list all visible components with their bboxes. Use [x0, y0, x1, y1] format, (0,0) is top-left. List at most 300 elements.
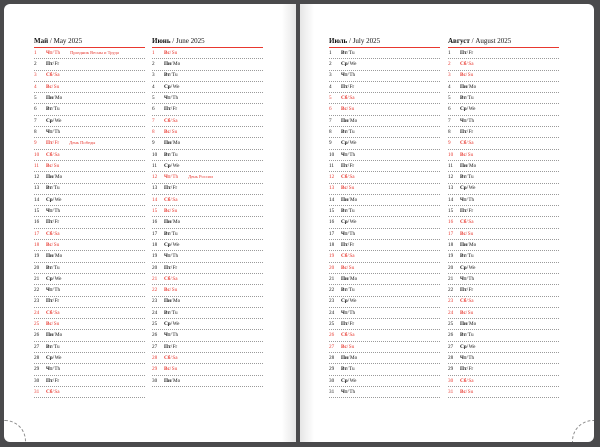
weekday-separator: / — [170, 343, 173, 350]
day-number: 26 — [34, 332, 40, 339]
weekday-separator: / — [347, 377, 350, 384]
day-number: 2 — [329, 61, 332, 68]
weekday-en: Th — [54, 49, 61, 56]
day-number: 30 — [329, 377, 335, 384]
weekday-ru: Чт — [341, 309, 348, 316]
day-row — [152, 82, 263, 93]
weekday-ru: Вт — [460, 174, 467, 181]
weekday-ru: Вс — [341, 264, 347, 271]
weekday-ru: Пн — [341, 275, 349, 282]
right-page — [300, 4, 594, 442]
day-row — [448, 104, 559, 115]
weekday-en: Su — [348, 106, 355, 113]
day-list — [152, 48, 263, 387]
weekday-separator: / — [52, 49, 54, 56]
weekday-separator: / — [169, 128, 172, 135]
day-number: 6 — [329, 106, 332, 113]
weekday-en: We — [349, 377, 357, 384]
day-row — [34, 104, 145, 115]
weekday-separator: / — [171, 140, 173, 147]
day-row — [34, 138, 145, 149]
weekday-separator: / — [347, 298, 350, 305]
day-row — [448, 93, 559, 104]
weekday-ru: Чт — [46, 128, 53, 135]
weekday-ru: Чт — [341, 230, 348, 237]
weekday-ru: Сб — [460, 140, 467, 147]
day-number: 28 — [329, 354, 335, 361]
weekday-en: Fr — [54, 140, 60, 147]
day-row — [448, 274, 559, 285]
day-number: 31 — [448, 388, 454, 395]
day-number: 7 — [329, 117, 332, 124]
day-number: 25 — [329, 321, 335, 328]
day-row — [448, 116, 559, 127]
weekday-separator: / — [347, 162, 350, 169]
month-august — [448, 36, 559, 398]
day-number: 8 — [329, 128, 332, 135]
day-row — [448, 251, 559, 262]
weekday-ru: Вт — [164, 151, 171, 158]
day-number: 11 — [152, 162, 157, 169]
weekday-en: Fr — [349, 83, 355, 90]
weekday-en: Sa — [172, 196, 178, 203]
weekday-ru: Ср — [341, 219, 348, 226]
day-number: 24 — [152, 309, 158, 316]
day-row — [329, 195, 440, 206]
weekday-separator: / — [170, 230, 172, 237]
weekday-en: Tu — [171, 309, 178, 316]
weekday-ru: Вс — [46, 241, 52, 248]
weekday-en: Sa — [349, 95, 355, 102]
day-number: 22 — [152, 287, 158, 294]
day-row — [448, 240, 559, 251]
weekday-en: Su — [171, 208, 178, 215]
weekday-separator: / — [348, 117, 350, 124]
weekday-ru: Чт — [46, 287, 53, 294]
weekday-en: Tu — [53, 185, 60, 192]
weekday-en: Fr — [468, 287, 474, 294]
weekday-separator: / — [347, 61, 350, 68]
month-name-ru: Август — [448, 37, 470, 45]
day-number: 10 — [329, 151, 335, 158]
day-row — [34, 387, 145, 398]
day-row — [448, 161, 559, 172]
day-row — [152, 274, 263, 285]
day-row — [34, 251, 145, 262]
day-number: 1 — [448, 49, 451, 56]
weekday-ru: Вт — [341, 287, 348, 294]
weekday-ru: Пт — [46, 377, 53, 384]
weekday-ru: Вс — [341, 185, 347, 192]
day-row — [329, 48, 440, 59]
day-row — [329, 240, 440, 251]
weekday-separator: / — [170, 321, 173, 328]
weekday-ru: Ср — [164, 83, 171, 90]
day-row — [34, 342, 145, 353]
weekday-separator: / — [466, 343, 469, 350]
weekday-en: We — [172, 321, 180, 328]
day-number: 23 — [329, 298, 335, 305]
weekday-separator: / — [170, 95, 172, 102]
weekday-separator: / — [170, 174, 172, 181]
weekday-ru: Пн — [460, 241, 468, 248]
day-number: 10 — [448, 151, 454, 158]
day-row — [329, 82, 440, 93]
weekday-ru: Вс — [460, 309, 466, 316]
weekday-ru: Пт — [460, 366, 467, 373]
day-number: 15 — [329, 208, 335, 215]
weekday-en: Fr — [468, 208, 474, 215]
weekday-separator: / — [466, 185, 469, 192]
day-row — [34, 376, 145, 387]
weekday-en: Sa — [468, 219, 474, 226]
day-number: 15 — [152, 208, 158, 215]
weekday-en: Su — [53, 241, 60, 248]
day-number: 18 — [34, 241, 40, 248]
weekday-ru: Вт — [46, 264, 53, 271]
month-name-ru: Май — [34, 37, 49, 45]
weekday-separator: / — [347, 253, 349, 260]
holiday-label: День России — [188, 174, 213, 180]
weekday-en: Fr — [54, 219, 60, 226]
day-row — [329, 59, 440, 70]
weekday-en: Su — [171, 128, 178, 135]
weekday-separator: / — [347, 332, 349, 339]
weekday-en: Th — [172, 174, 179, 181]
day-number: 2 — [34, 61, 37, 68]
day-number: 12 — [34, 174, 40, 181]
weekday-en: Su — [467, 151, 474, 158]
weekday-separator: / — [170, 185, 173, 192]
weekday-separator: / — [347, 287, 349, 294]
weekday-en: Th — [468, 196, 475, 203]
month-may — [34, 36, 145, 398]
day-row — [448, 150, 559, 161]
day-row — [329, 342, 440, 353]
day-row — [448, 206, 559, 217]
day-number: 30 — [34, 377, 40, 384]
day-number: 25 — [152, 321, 158, 328]
weekday-separator: / — [466, 332, 468, 339]
weekday-separator: / — [466, 49, 469, 56]
weekday-ru: Ср — [46, 117, 53, 124]
day-row — [329, 285, 440, 296]
day-number: 26 — [448, 332, 454, 339]
day-number: 18 — [152, 241, 158, 248]
day-row — [34, 263, 145, 274]
weekday-separator: / — [51, 162, 54, 169]
weekday-separator: / — [347, 140, 350, 147]
day-row — [34, 184, 145, 195]
spine-shadow — [300, 4, 314, 442]
weekday-en: Tu — [348, 128, 355, 135]
weekday-en: Fr — [54, 298, 60, 305]
weekday-en: Tu — [348, 49, 355, 56]
weekday-en: Tu — [348, 287, 355, 294]
weekday-ru: Пн — [164, 61, 172, 68]
day-number: 6 — [34, 106, 37, 113]
weekday-en: Su — [53, 321, 60, 328]
weekday-separator: / — [52, 309, 54, 316]
weekday-ru: Пт — [46, 61, 53, 68]
weekday-en: Mo — [54, 253, 63, 260]
day-number: 30 — [152, 377, 158, 384]
day-number: 4 — [329, 83, 332, 90]
weekday-ru: Вт — [164, 230, 171, 237]
day-row — [34, 71, 145, 82]
month-july — [329, 36, 440, 398]
weekday-ru: Вс — [164, 366, 170, 373]
weekday-en: Tu — [467, 174, 474, 181]
weekday-separator: / — [169, 287, 172, 294]
weekday-ru: Ср — [341, 140, 348, 147]
weekday-separator: / — [52, 208, 54, 215]
weekday-en: Tu — [171, 72, 178, 79]
weekday-ru: Сб — [46, 309, 53, 316]
weekday-separator: / — [169, 208, 172, 215]
weekday-ru: Пт — [46, 298, 53, 305]
day-row — [448, 353, 559, 364]
weekday-ru: Чт — [46, 366, 53, 373]
day-number: 6 — [448, 106, 451, 113]
day-number: 1 — [152, 49, 155, 56]
weekday-ru: Ср — [46, 196, 53, 203]
weekday-en: Tu — [467, 95, 474, 102]
weekday-en: Fr — [468, 128, 474, 135]
weekday-separator: / — [52, 185, 54, 192]
day-number: 12 — [152, 174, 158, 181]
weekday-en: Mo — [349, 196, 358, 203]
weekday-en: Th — [54, 366, 61, 373]
weekday-en: Sa — [349, 253, 355, 260]
day-row — [329, 184, 440, 195]
day-row — [448, 297, 559, 308]
weekday-separator: / — [170, 151, 172, 158]
day-number: 25 — [34, 321, 40, 328]
weekday-ru: Пн — [341, 117, 349, 124]
day-number: 13 — [152, 185, 158, 192]
weekday-en: Su — [467, 309, 474, 316]
weekday-separator: / — [347, 321, 350, 328]
day-row — [329, 93, 440, 104]
day-row — [329, 206, 440, 217]
weekday-ru: Сб — [460, 61, 467, 68]
weekday-separator: / — [466, 298, 468, 305]
weekday-separator: / — [347, 241, 350, 248]
day-row — [34, 330, 145, 341]
weekday-ru: Вс — [460, 151, 466, 158]
day-number: 5 — [448, 95, 451, 102]
weekday-ru: Сб — [341, 174, 348, 181]
day-number: 3 — [34, 72, 37, 79]
month-name-en: June 2025 — [175, 37, 205, 45]
weekday-en: Sa — [468, 298, 474, 305]
day-number: 15 — [448, 208, 454, 215]
day-number: 24 — [329, 309, 335, 316]
weekday-separator: / — [170, 253, 172, 260]
day-row — [34, 82, 145, 93]
weekday-separator: / — [170, 264, 173, 271]
weekday-separator: / — [466, 117, 468, 124]
weekday-en: Su — [467, 230, 474, 237]
weekday-separator: / — [346, 264, 349, 271]
weekday-ru: Вс — [341, 106, 347, 113]
weekday-ru: Пн — [46, 174, 54, 181]
weekday-separator: / — [348, 354, 350, 361]
weekday-en: We — [172, 83, 180, 90]
day-row — [448, 217, 559, 228]
left-page — [4, 4, 296, 442]
weekday-separator: / — [51, 321, 54, 328]
day-row — [448, 127, 559, 138]
day-row — [448, 59, 559, 70]
day-number: 16 — [34, 219, 40, 226]
weekday-en: We — [349, 61, 357, 68]
day-number: 10 — [34, 151, 40, 158]
weekday-ru: Пн — [164, 219, 172, 226]
weekday-ru: Чт — [46, 49, 53, 56]
day-number: 30 — [448, 377, 454, 384]
weekday-separator: / — [466, 264, 469, 271]
weekday-ru: Пт — [341, 241, 348, 248]
day-row — [448, 285, 559, 296]
weekday-ru: Пн — [164, 298, 172, 305]
day-number: 27 — [448, 343, 454, 350]
weekday-en: Su — [171, 366, 178, 373]
weekday-ru: Пт — [164, 264, 171, 271]
weekday-ru: Вт — [341, 49, 348, 56]
weekday-ru: Вс — [46, 83, 52, 90]
day-row — [329, 172, 440, 183]
day-number: 28 — [152, 354, 158, 361]
day-number: 23 — [448, 298, 454, 305]
day-row — [329, 161, 440, 172]
weekday-ru: Пт — [460, 208, 467, 215]
day-row — [34, 240, 145, 251]
weekday-ru: Сб — [164, 354, 171, 361]
weekday-separator: / — [466, 253, 468, 260]
weekday-ru: Вс — [46, 162, 52, 169]
weekday-en: Fr — [172, 264, 178, 271]
weekday-en: Sa — [468, 377, 474, 384]
weekday-ru: Чт — [164, 253, 171, 260]
day-row — [34, 59, 145, 70]
weekday-ru: Чт — [460, 196, 467, 203]
weekday-en: Fr — [172, 343, 178, 350]
weekday-en: We — [468, 343, 476, 350]
day-number: 19 — [448, 253, 454, 260]
weekday-separator: / — [169, 366, 172, 373]
weekday-separator: / — [466, 208, 469, 215]
day-number: 20 — [152, 264, 158, 271]
weekday-en: Tu — [53, 343, 60, 350]
weekday-en: Mo — [172, 219, 181, 226]
weekday-separator: / — [346, 185, 349, 192]
day-row — [448, 364, 559, 375]
weekday-ru: Пт — [164, 185, 171, 192]
weekday-ru: Пн — [46, 332, 54, 339]
weekday-en: Sa — [349, 332, 355, 339]
weekday-separator: / — [467, 162, 469, 169]
day-row — [152, 93, 263, 104]
weekday-separator: / — [51, 241, 54, 248]
weekday-separator: / — [53, 174, 55, 181]
day-number: 5 — [34, 95, 37, 102]
weekday-separator: / — [52, 117, 55, 124]
corner-arc-decoration — [572, 420, 594, 442]
weekday-separator: / — [170, 83, 173, 90]
day-row — [448, 342, 559, 353]
weekday-ru: Пт — [460, 49, 467, 56]
day-row — [152, 319, 263, 330]
weekday-separator: / — [347, 366, 349, 373]
day-row — [34, 116, 145, 127]
weekday-ru: Ср — [341, 298, 348, 305]
weekday-ru: Вт — [46, 185, 53, 192]
day-row — [329, 104, 440, 115]
month-header: Июнь / June 2025 — [152, 36, 263, 48]
weekday-separator: / — [465, 388, 468, 395]
weekday-en: Su — [171, 49, 178, 56]
day-number: 11 — [448, 162, 453, 169]
weekday-ru: Чт — [341, 151, 348, 158]
day-row — [152, 71, 263, 82]
weekday-separator: / — [52, 128, 54, 135]
weekday-separator: / — [170, 354, 172, 361]
weekday-ru: Сб — [46, 388, 53, 395]
weekday-ru: Вс — [460, 72, 466, 79]
weekday-separator: / — [467, 241, 469, 248]
weekday-ru: Ср — [460, 264, 467, 271]
day-row — [34, 48, 145, 59]
weekday-ru: Сб — [460, 377, 467, 384]
day-row — [448, 229, 559, 240]
day-number: 19 — [329, 253, 335, 260]
weekday-separator: / — [466, 61, 468, 68]
weekday-en: Sa — [172, 354, 178, 361]
day-number: 29 — [329, 366, 335, 373]
weekday-separator: / — [53, 332, 55, 339]
day-row — [448, 172, 559, 183]
day-number: 18 — [448, 241, 454, 248]
weekday-en: Su — [348, 343, 355, 350]
day-number: 8 — [34, 128, 37, 135]
weekday-separator: / — [465, 72, 468, 79]
day-number: 21 — [329, 275, 335, 282]
weekday-separator: / — [466, 95, 468, 102]
weekday-separator: / — [348, 275, 350, 282]
weekday-ru: Вс — [164, 208, 170, 215]
day-row — [152, 172, 263, 183]
day-row — [34, 150, 145, 161]
day-number: 9 — [448, 140, 451, 147]
day-row — [329, 297, 440, 308]
day-number: 31 — [329, 388, 335, 395]
weekday-en: Fr — [172, 106, 178, 113]
weekday-ru: Пт — [46, 219, 53, 226]
weekday-separator: / — [347, 174, 349, 181]
weekday-en: Sa — [468, 61, 474, 68]
day-row — [34, 93, 145, 104]
weekday-separator: / — [347, 151, 349, 158]
weekday-separator: / — [170, 72, 172, 79]
month-name-en: July 2025 — [352, 37, 381, 45]
weekday-en: Th — [54, 208, 61, 215]
weekday-en: Tu — [171, 151, 178, 158]
weekday-separator: / — [466, 219, 468, 226]
weekday-separator: / — [347, 83, 350, 90]
day-number: 5 — [152, 95, 155, 102]
